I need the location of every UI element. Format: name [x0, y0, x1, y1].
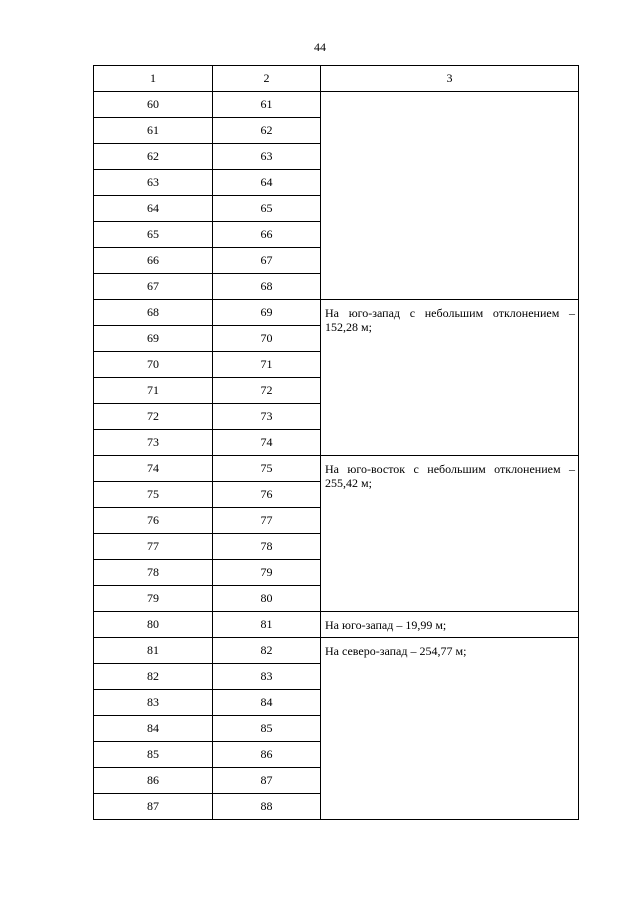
page-number: 44 [314, 40, 326, 54]
point-to-cell: 65 [213, 196, 321, 222]
point-from-cell: 71 [94, 378, 213, 404]
point-from-cell: 68 [94, 300, 213, 326]
point-to-cell: 85 [213, 716, 321, 742]
table-header-row [94, 66, 579, 92]
point-to-cell: 78 [213, 534, 321, 560]
point-from-cell: 82 [94, 664, 213, 690]
point-from-cell: 69 [94, 326, 213, 352]
table-row [94, 456, 579, 482]
column-header-3: 3 [321, 66, 579, 92]
table-row [94, 638, 579, 664]
point-from-cell: 76 [94, 508, 213, 534]
point-to-cell: 61 [213, 92, 321, 118]
point-to-cell: 71 [213, 352, 321, 378]
point-from-cell: 67 [94, 274, 213, 300]
direction-description-cell: На юго-запад с небольшим отклонением – 152,28 м; [321, 300, 579, 456]
table-row [94, 612, 579, 638]
point-to-cell: 84 [213, 690, 321, 716]
point-from-cell: 78 [94, 560, 213, 586]
point-from-cell: 64 [94, 196, 213, 222]
point-to-cell: 72 [213, 378, 321, 404]
boundary-description-table [93, 65, 579, 820]
column-header-1: 1 [94, 66, 213, 92]
point-from-cell: 73 [94, 430, 213, 456]
point-to-cell: 74 [213, 430, 321, 456]
point-from-cell: 63 [94, 170, 213, 196]
direction-description-cell: На юго-запад – 19,99 м; [321, 612, 579, 638]
direction-description-cell: На юго-восток с небольшим отклонением – 255,42 м; [321, 456, 579, 612]
direction-description-cell [321, 92, 579, 300]
point-to-cell: 81 [213, 612, 321, 638]
point-to-cell: 76 [213, 482, 321, 508]
point-from-cell: 79 [94, 586, 213, 612]
point-from-cell: 66 [94, 248, 213, 274]
point-to-cell: 86 [213, 742, 321, 768]
point-from-cell: 85 [94, 742, 213, 768]
point-to-cell: 64 [213, 170, 321, 196]
table-row [94, 300, 579, 326]
point-to-cell: 66 [213, 222, 321, 248]
point-from-cell: 61 [94, 118, 213, 144]
point-to-cell: 87 [213, 768, 321, 794]
point-from-cell: 86 [94, 768, 213, 794]
direction-description-cell: На северо-запад – 254,77 м; [321, 638, 579, 820]
table-body [94, 92, 579, 820]
point-from-cell: 70 [94, 352, 213, 378]
point-to-cell: 62 [213, 118, 321, 144]
point-from-cell: 87 [94, 794, 213, 820]
point-to-cell: 77 [213, 508, 321, 534]
point-from-cell: 75 [94, 482, 213, 508]
point-to-cell: 63 [213, 144, 321, 170]
point-to-cell: 88 [213, 794, 321, 820]
point-from-cell: 72 [94, 404, 213, 430]
point-from-cell: 60 [94, 92, 213, 118]
point-from-cell: 81 [94, 638, 213, 664]
point-from-cell: 65 [94, 222, 213, 248]
point-from-cell: 74 [94, 456, 213, 482]
column-header-2: 2 [213, 66, 321, 92]
point-from-cell: 83 [94, 690, 213, 716]
point-to-cell: 70 [213, 326, 321, 352]
point-from-cell: 62 [94, 144, 213, 170]
point-from-cell: 84 [94, 716, 213, 742]
point-to-cell: 83 [213, 664, 321, 690]
point-to-cell: 69 [213, 300, 321, 326]
table-row [94, 92, 579, 118]
point-to-cell: 82 [213, 638, 321, 664]
point-to-cell: 80 [213, 586, 321, 612]
point-to-cell: 68 [213, 274, 321, 300]
point-to-cell: 75 [213, 456, 321, 482]
point-to-cell: 67 [213, 248, 321, 274]
point-to-cell: 73 [213, 404, 321, 430]
point-from-cell: 77 [94, 534, 213, 560]
point-from-cell: 80 [94, 612, 213, 638]
point-to-cell: 79 [213, 560, 321, 586]
